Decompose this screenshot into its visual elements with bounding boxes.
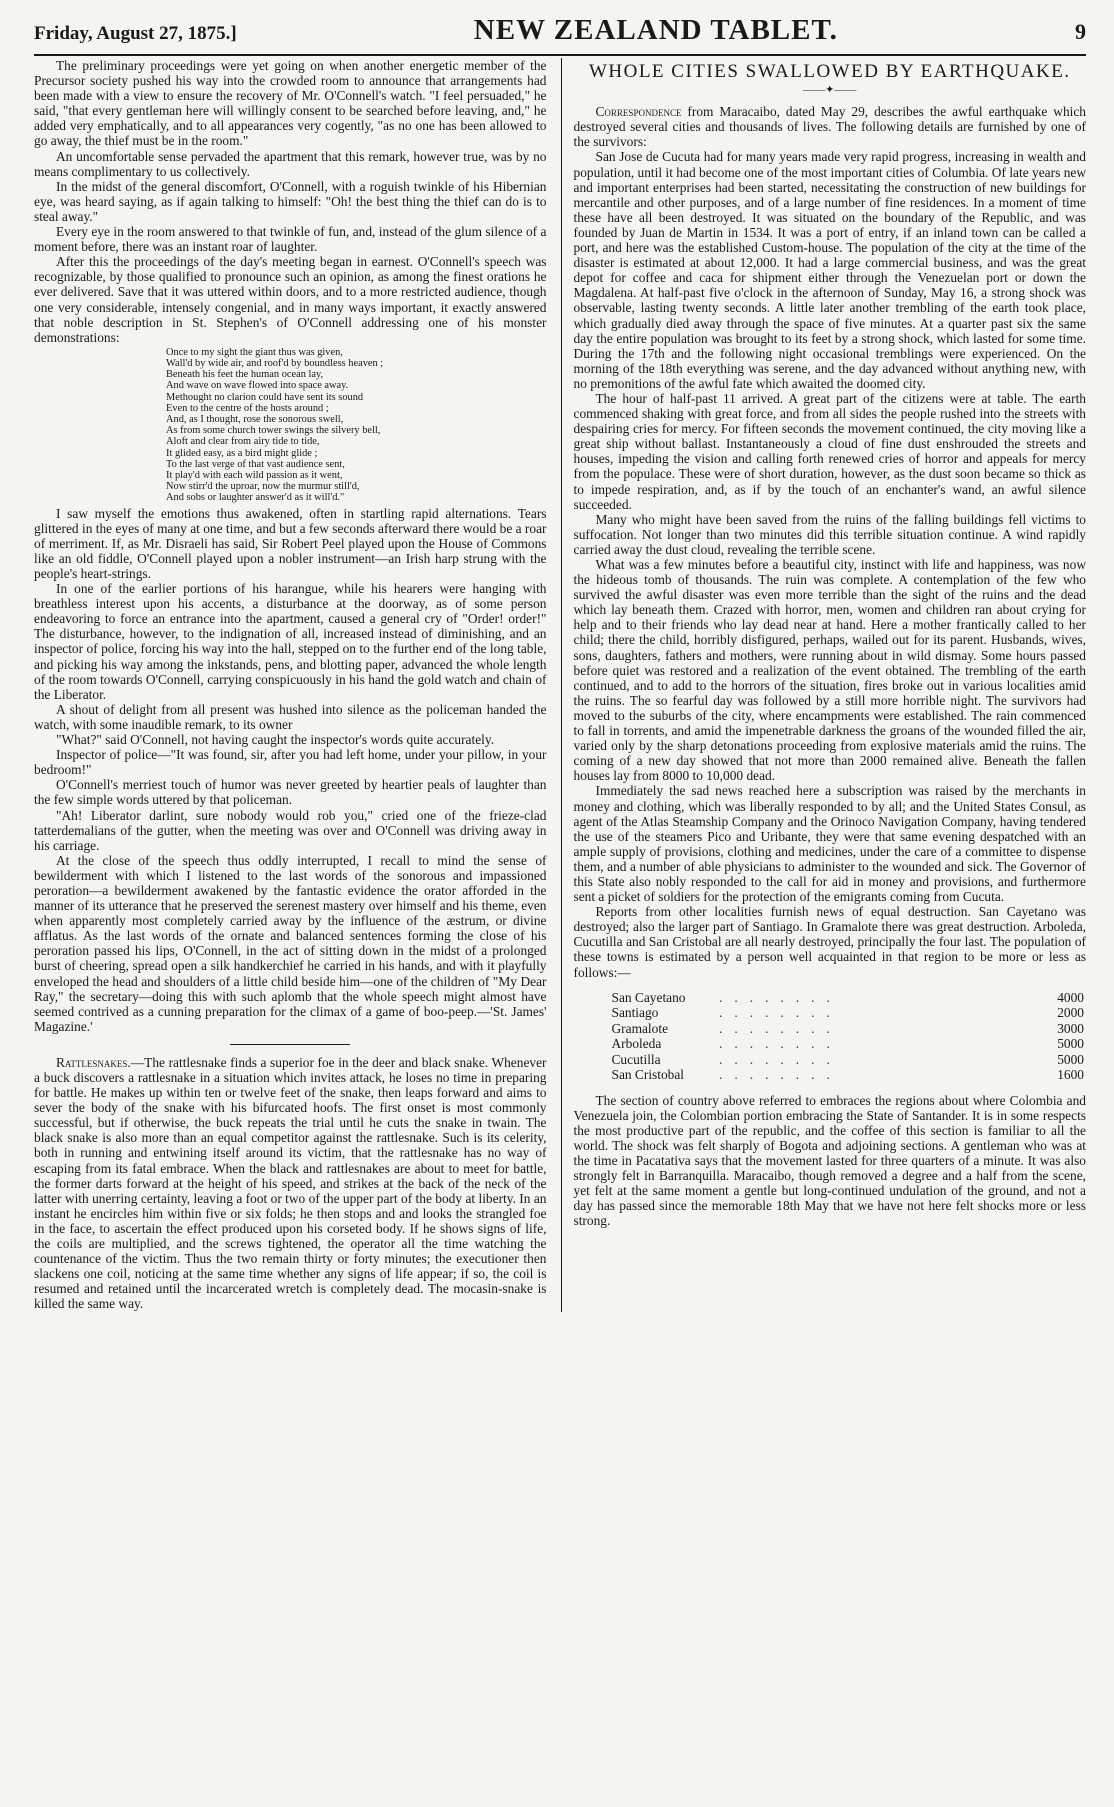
poem-quote	[166, 347, 547, 504]
columns	[34, 58, 1086, 1312]
paragraph: The section of country above referred to embraces the regions about where Colombia and Venezuela join, the Colombian portion embracing the State of Santander. It is in some respects the most productive part of the republic, and the coffee of this section is familiar to all the world. The shock was felt sharply of Bogota and adjoining sections. A gentleman who was at the time in Pacatativa says that the movement lasted for three quarters of a minute. It was also strongly felt in Barranquilla. Maracaibo, though removed a degree and a half from the scene, yet felt at the same moment a gentle but long-continued undulation of the ground, and not a day has passed since the memorable 18th May that we have not here felt shocks more or less strong.	[573, 1092, 1086, 1229]
paragraph: Every eye in the room answered to that twinkle of fun, and, instead of the glum silence of a moment before, there was an instant roar of laughter.	[34, 224, 547, 255]
paragraph: In one of the earlier portions of his harangue, while his hearers were hanging with breathless interest upon his accents, a disturbance at the doorway, as of some person endeavoring to force an entrance into the apartment, caused a general cry of "Order! order!" The disturbance, however, to the indignation of all, increased instead of diminishing, and an inspector of police, forcing his way into the hall, stepped on to the further end of the long table, and picking his way among the inkstands, pens, and blotting paper, advanced the whole length of the room towards O'Connell, carrying conspicuously in his hand the gold watch and chain of the Liberator.	[34, 581, 547, 702]
table-row	[610, 1067, 1087, 1083]
newspaper-title: NEW ZEALAND TABLET.	[473, 14, 838, 46]
poem-line: Even to the centre of the hosts around ;	[166, 402, 329, 414]
poem-line: It play'd with each wild passion as it went,	[166, 470, 343, 482]
poem-line: And sobs or laughter answer'd as it will'd."	[166, 492, 345, 504]
town-name: Arboleda	[611, 1036, 662, 1052]
town-name: San Cristobal	[611, 1067, 685, 1083]
paragraph: O'Connell's merriest touch of humor was never greeted by heartier peals of laughter than the few simple words uttered by that policeman.	[34, 777, 547, 808]
article-separator	[230, 1044, 350, 1045]
paragraph	[574, 104, 1087, 149]
masthead-rule	[34, 54, 1086, 56]
poem-line: Now stirr'd the uproar, now the murmur still'd,	[166, 481, 360, 493]
poem-line: Methought no clarion could have sent its sound	[166, 391, 364, 403]
town-population: 4000	[1057, 989, 1084, 1005]
town-name: San Cayetano	[611, 989, 686, 1005]
town-name: Gramalote	[611, 1020, 669, 1036]
paragraph: The preliminary proceedings were yet going on when another energetic member of the Precursor society pushed his way into the crowded room to announce that arrangements had been made with a view to ensure the recovery of Mr. O'Connell's watch. "I feel persuaded," he said, "that every gentleman here will willingly consent to be searched before leaving, and," he added very emphatically, and to all appearances very cogently, "as no one has been allowed to go away, the thief must be in the room."	[34, 58, 547, 149]
poem-line: And, as I thought, rose the sonorous swell,	[166, 414, 344, 425]
masthead	[34, 14, 1086, 54]
article-headline: WHOLE CITIES SWALLOWED BY EARTHQUAKE.	[588, 61, 1071, 82]
leader-dots: ........	[719, 1067, 842, 1083]
leader-dots: ........	[719, 1020, 842, 1036]
poem-line: Aloft and clear from airy tide to tide,	[166, 436, 320, 448]
town-population: 5000	[1057, 1036, 1084, 1052]
poem-line: And wave on wave flowed into space away.	[166, 380, 349, 392]
headline-ornament: ——✦——	[803, 84, 857, 97]
leader-dots: ........	[719, 1036, 842, 1052]
paragraph: A shout of delight from all present was hushed into silence as the policeman handed the watch, with some inaudible remark, to its owner	[34, 701, 547, 732]
paragraph: In the midst of the general discomfort, O'Connell, with a roguish twinkle of his Hibernian eye, was heard saying, as if again talking to himself: "Oh! the best thing the thief can do is to steal away."	[34, 178, 547, 224]
article-body: from Maracaibo, dated May 29, describes the awful earthquake which destroyed several cities and thousands of lives. The following details are furnished by one of the survivors:	[573, 104, 1086, 150]
leader-dots: ........	[719, 1051, 842, 1067]
table-row	[610, 1052, 1087, 1068]
leader-dots: ........	[719, 1005, 842, 1021]
article-lead: Rattlesnakes.	[56, 1054, 131, 1070]
oconnell-article	[34, 58, 547, 1034]
paragraph: The hour of half-past 11 arrived. A great part of the citizens were at table. The earth commenced shaking with great force, and from all sides the people rushed into the streets with despairing cries for mercy. For fifteen seconds the movement continued, the city moving like a great ship without ballast. Instantaneously a cloud of fine dust enshrouded the streets and houses, impeding the vision and calling forth renewed cries of horror and appeals for mercy from the populace. These were of short duration, however, as the dust soon became so thick as to impede respiration, and, as if by the touch of an enchanter's wand, an awful silence succeeded.	[573, 390, 1086, 512]
paragraph: San Jose de Cucuta had for many years made very rapid progress, increasing in wealth and population, until it had become one of the most important cities of Columbia. Of late years new and important enterprises had been started, necessitating the construction of new buildings for mercantile and other purposes, and of a large number of fine residences. In a moment of time these have all been destroyed. It was situated on the boundary of the Republic, and was founded by Juan de Martin in 1534. It was a port of entry, if an inland town can be called a port, and here was the established Custom-house. The population of the city at the time of the disaster is estimated at about 12,000. It had a large commercial business, and was the great depot for coffee and caca for shipment either through the Venezuelan port or down the Magdalena. At half-past five o'clock in the afternoon of Sunday, May 16, a strong shock was observable, lasting twenty seconds. A little later another trembling of the earth took place, which gradually died away through the space of five minutes. At a quarter past six the same day the entire population was brought to its feet by a strong shock, which lasted for some time. During the 17th and the following night occasional tremblings were experienced. On the morning of the 18th everything was serene, and the day advanced without anything new, with no premonitions of the awful fate which awaited the doomed city.	[573, 149, 1086, 391]
paragraph: Inspector of police—"It was found, sir, after you had left home, under your pillow, in your bedroom!"	[34, 747, 547, 778]
article-body: —The rattlesnake finds a superior foe in the deer and black snake. Whenever a buck discovers a rattlesnake in a situation which invites attack, he loses no time in preparing for battle. He makes up within ten or twelve feet of the snake, then leaps forward and aims to sever the body of the snake with his bifurcated hoofs. The first onset is most commonly successful, but if otherwise, the buck repeats the trial until he cuts the snake in twain. The black snake is also more than an equal competitor against the rattlesnake. Such is its celerity, both in running and entwining itself around its victim, that the rattlesnake has no way of escaping from its fatal embrace. When the black and rattlesnakes are about to meet for battle, the former darts forward at the height of his speed, and strikes at the back of the neck of the latter with unerring certainty, leaving a foot or two of the upper part of the body at liberty. In an instant he encircles him within five or six folds; he then stops and and looks the strangled foe in the face, to ascertain the effect produced upon his corseted body. If he shows signs of life, the coils are multiplied, and the screws tightened, the operator all the time watching the countenance of the victim. Thus the two remain thirty or forty minutes; the executioner then slackens one coil, noticing at the same time whether any signs of life appear; if so, the coil is resumed and retained until the incarcerated wretch is completely dead. The mocasin-snake is killed the same way.	[34, 1054, 547, 1312]
poem-line: It glided easy, as a bird might glide ;	[166, 447, 318, 459]
town-population: 5000	[1057, 1051, 1084, 1067]
paragraph: Reports from other localities furnish news of equal destruction. San Cayetano was destroyed; also the larger part of Santiago. In Gramalote there was great destruction. Arboleda, Cucutilla and San Cristobal are all nearly destroyed, principally the four last. The population of these towns is estimated by a person well acquainted in that region to be more or less as follows:—	[573, 904, 1086, 980]
page-number: 9	[1075, 19, 1086, 44]
table-row	[610, 1021, 1087, 1037]
poem-line: Once to my sight the giant thus was given,	[166, 346, 343, 358]
poem-line: Wall'd by wide air, and roof'd by boundless heaven ;	[166, 357, 384, 369]
paragraph: What was a few minutes before a beautiful city, instinct with life and happiness, was now the hideous tomb of thousands. The ruin was complete. A contemplation of the few who survived the awful disaster was even more terrible than the sight of the ruins and the dead which lay beneath them. Crazed with horror, men, women and children ran about crying for help and to their friends who lay dead near at hand. Here a mother frantically called to her child; there the child, horribly disfigured, perhaps, wailed out for its parent. Husbands, wives, sons, daughters, fathers and mothers, were running about in wild dismay. Some hours passed before quiet was restored and a realization of the event obtained. The trembling of the earth continued, and to add to the horrors of the situation, fires broke out in various localities amid the ruins. The so fearful day was followed by a still more horrible night. The survivors had moved to the suburbs of the city, where encampments were established. The rain commenced to fall in torrents, and amid the impenetrable darkness the groans of the wounded filled the air, varied only by the sharp detonations proceeding from explosive materials amid the ruins. The coming of a new day showed that not more than 2000 remained alive. Beneath the fallen houses lay from 8000 to 10,000 dead.	[573, 557, 1086, 784]
paragraph	[34, 1055, 547, 1312]
paragraph: At the close of the speech thus oddly interrupted, I recall to mind the sense of bewilderment with which I listened to the last words of the sonorous and impassioned peroration—a bewilderment awakened by the fantastic evidence the orator afforded in the manner of its utterance that he preserved the serenest mastery over himself and his theme, even when apparently most completely carried away by the influence of the æstrum, or divine afflatus. As the last words of the ornate and balanced sentences forming the close of his peroration passed his lips, O'Connell, in the act of sitting down in the midst of a prolonged burst of cheering, spread open a silk handkerchief he carried in his hands, and with it playfully enveloped the head and shoulders of a little child beside him—one of the children of "My Dear Ray," the secretary—doing this with such aplomb that the whole speech might almost have seemed contrived as a cunning preparation for the climax of a game of boo-peep.—'St. James' Magazine.'	[34, 852, 547, 1034]
right-column	[562, 58, 1087, 1312]
poem-line: To the last verge of that vast audience sent,	[166, 458, 345, 470]
table-row	[610, 990, 1087, 1006]
leader-dots: ........	[719, 989, 842, 1005]
table-row	[610, 1036, 1087, 1052]
town-name: Cucutilla	[611, 1051, 661, 1067]
paragraph: After this the proceedings of the day's meeting began in earnest. O'Connell's speech was recognizable, by those qualified to pronounce such an opinion, as among the finest orations he ever delivered. Save that it was uttered within doors, and to a more restricted audience, though one very considerable, intensely congenial, and in many ways important, it exactly answered that noble description in St. Stephen's of O'Connell addressing one of his monster demonstrations:	[34, 254, 547, 345]
rattlesnake-article	[34, 1055, 547, 1312]
article-lead: Correspondence	[595, 104, 682, 120]
table-row	[610, 1005, 1087, 1021]
town-population: 2000	[1057, 1005, 1084, 1021]
town-population: 3000	[1057, 1020, 1084, 1036]
left-column	[34, 58, 562, 1312]
population-table	[610, 990, 1087, 1083]
paragraph: I saw myself the emotions thus awakened, often in startling rapid alternations. Tears glittered in the eyes of many at one time, and but a few seconds afterward there would be a roar of merriment. If, as Mr. Disraeli has said, Sir Robert Peel played upon the House of Commons like an old fiddle, O'Connell played upon a nobler instrument—an Irish harp strung with the people's heart-strings.	[34, 505, 547, 581]
town-population: 1600	[1057, 1067, 1084, 1083]
poem-line: As from some church tower swings the silvery bell,	[166, 425, 381, 437]
paragraph: "What?" said O'Connell, not having caught the inspector's words quite accurately.	[56, 732, 495, 748]
issue-date: Friday, August 27, 1875.]	[34, 23, 237, 44]
paragraph: Many who might have been saved from the ruins of the falling buildings fell victims to suffocation. Not longer than two minutes did this terrible situation continue. A wind rapidly carried away the dust cloud, revealing the terrible scene.	[573, 511, 1086, 557]
poem-line: Beneath his feet the human ocean lay,	[166, 369, 324, 381]
town-name: Santiago	[611, 1005, 659, 1021]
paragraph: An uncomfortable sense pervaded the apartment that this remark, however true, was by no means complimentary to us collectively.	[34, 148, 547, 179]
paragraph: "Ah! Liberator darlint, sure nobody would rob you," cried one of the frieze-clad tatterdemalians of the gutter, when the meeting was over and O'Connell was driving away in his carriage.	[34, 807, 547, 853]
paragraph: Immediately the sad news reached here a subscription was raised by the merchants in money and clothing, which was liberally responded to by all; and the United States Consul, as agent of the Atlas Steamship Company and the Orinoco Navigation Company, having tendered the use of the steamers Pico and Uribante, they were that same evening despatched with an ample supply of provisions, clothing and medicines, under the care of a committee to dispense them, and a number of able physicians to administer to the wounded and sick. The Governor of this State also nobly responded to the call for aid in money and provisions, and furthermore sent a picket of soldiers for the protection of the emigrants coming from Cucuta.	[573, 783, 1086, 905]
